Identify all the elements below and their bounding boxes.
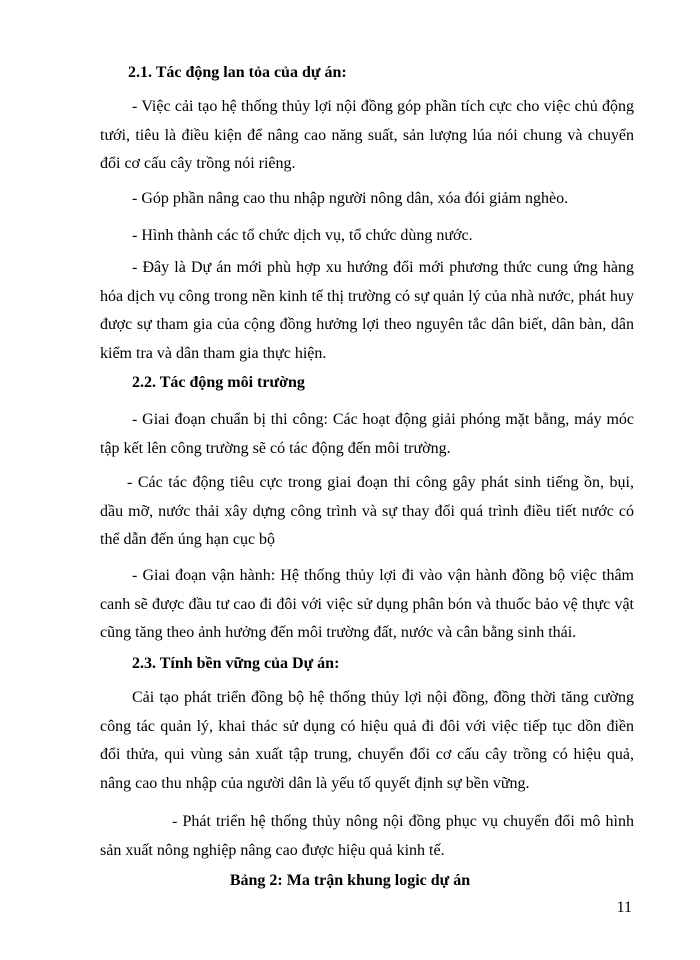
section-heading-2-2: 2.2. Tác động môi trường [132, 374, 305, 391]
section-heading-2-3: 2.3. Tính bền vững của Dự án: [132, 655, 340, 672]
paragraph-2-2-c: - Giai đoạn vận hành: Hệ thống thủy lợi đi vào vận hành đồng bộ việc thâm canh sẽ được đầu tư cao đi đôi với việc sử dụng phân bón và thuốc bảo vệ thực vật cũng tăng theo ảnh hưởng đến môi trường đất, nước và cân bằng sinh thái. [100, 567, 634, 641]
paragraph-2-2-b: - Các tác động tiêu cực trong giai đoạn thi công gây phát sinh tiếng ồn, bụi, dầu mỡ, nước thải xây dựng công trình và sự thay đổi quá trình điều tiết nước có thể dẫn đến úng hạn cục bộ [100, 474, 634, 548]
paragraph-2-1-a: - Việc cải tạo hệ thống thủy lợi nội đồng góp phần tích cực cho việc chủ động tưới, tiêu là điều kiện để nâng cao năng suất, sản lượng lúa nói chung và chuyển đổi cơ cấu cây trồng nói riêng. [100, 98, 634, 172]
section-heading-2-1: 2.1. Tác động lan tỏa của dự án: [128, 64, 347, 81]
paragraph-2-2-a: - Giai đoạn chuẩn bị thi công: Các hoạt động giải phóng mặt bằng, máy móc tập kết lên công trường sẽ có tác động đến môi trường. [100, 411, 634, 457]
paragraph-2-1-b: - Góp phần nâng cao thu nhập người nông dân, xóa đói giảm nghèo. [132, 190, 569, 207]
table-caption: Bảng 2: Ma trận khung logic dự án [229, 872, 471, 889]
paragraph-2-1-d: - Đây là Dự án mới phù hợp xu hướng đổi mới phương thức cung ứng hàng hóa dịch vụ công trong nền kinh tế thị trường có sự quản lý của nhà nước, phát huy được sự tham gia của cộng đồng hưởng lợi theo nguyên tắc dân biết, dân bàn, dân kiểm tra và dân tham gia thực hiện. [100, 259, 634, 362]
paragraph-2-3-b: - Phát triển hệ thống thủy nông nội đồng phục vụ chuyển đổi mô hình sản xuất nông nghiệp nâng cao được hiệu quả kinh tế. [100, 813, 634, 859]
paragraph-2-3-a: Cải tạo phát triển đồng bộ hệ thống thủy lợi nội đồng, đồng thời tăng cường công tác quản lý, khai thác sử dụng có hiệu quả đi đôi với việc tiếp tục dồn điền đổi thửa, qui vùng sản xuất tập trung, chuyển đổi cơ cấu cây trồng có hiệu quả, nâng cao thu nhập của người dân là yếu tố quyết định sự bền vững. [100, 689, 634, 792]
paragraph-2-1-c: - Hình thành các tổ chức dịch vụ, tổ chức dùng nước. [132, 227, 473, 244]
page-number: 11 [616, 899, 632, 916]
